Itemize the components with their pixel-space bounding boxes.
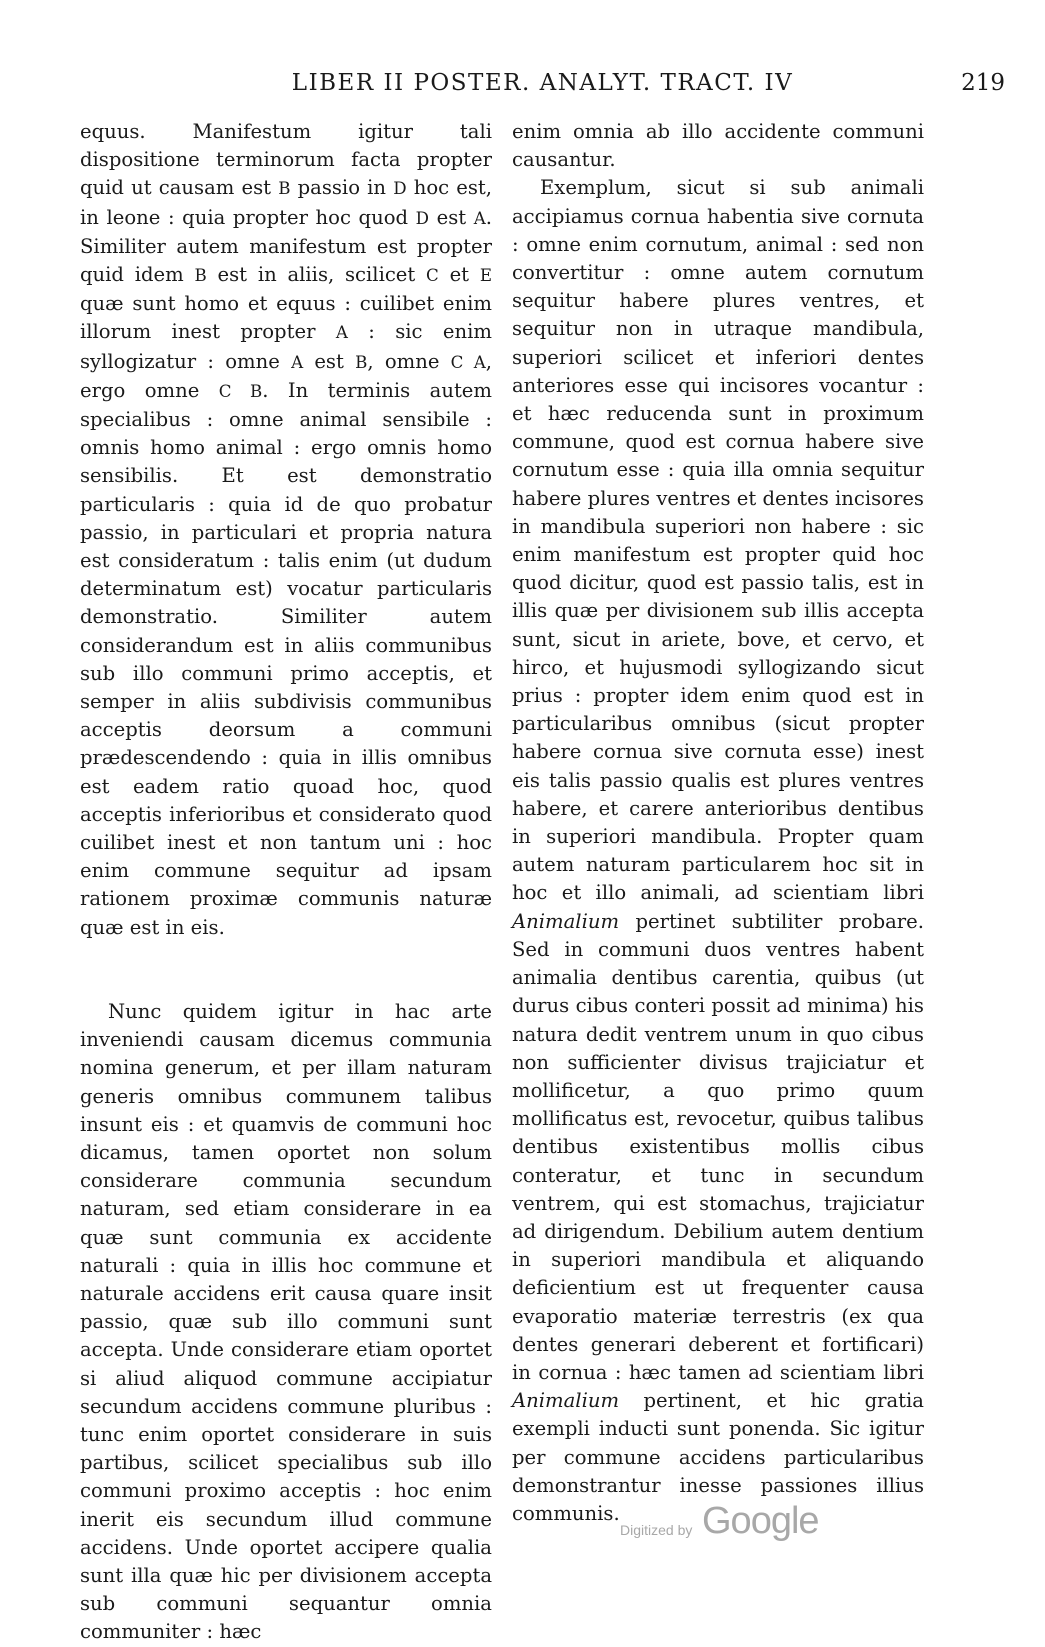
paragraph: enim omnia ab illo accidente communi causantur. xyxy=(512,120,924,172)
text-run: hoc est, in leone : quia propter hoc quod xyxy=(80,176,492,229)
text-run: est xyxy=(429,205,474,229)
text-run: quæ sunt homo et equus : cuilibet enim illorum inest propter xyxy=(80,292,492,344)
page-number: 219 xyxy=(961,70,1005,96)
left-column xyxy=(80,118,492,1647)
term-letter: B xyxy=(355,352,368,372)
digitized-by-label: Digitized by xyxy=(620,1522,693,1538)
text-run: pertinent, et hic gratia exempli inducti sunt ponenda. Sic igitur per commune accidens particularibus demonstrantur inesse passiones illius communis. xyxy=(512,1389,924,1525)
text-run: : sic enim syllogizatur : omne xyxy=(80,320,492,373)
running-title: LIBER II POSTER. ANALYT. TRACT. IV xyxy=(291,70,794,96)
term-letter: E xyxy=(479,266,492,286)
term-letter: B xyxy=(278,179,291,199)
text-run: est xyxy=(303,349,356,373)
term-letter: B xyxy=(194,266,207,286)
term-letter: C xyxy=(426,266,439,286)
text-run: . In terminis autem specialibus : omne animal sensibile : omnis homo animal : ergo omnis homo sensibilis. Et est demonstratio particularis : quia id de quo probatur passio, in particulari et propria natura est consideratum : talis enim (ut dudum determinatum est) vocatur particularis demonstratio. Similiter autem considerandum est in aliis communibus sub illo communi primo acceptis, et semper in aliis subdivisis communibus acceptis deorsum a communi prædescendendo : quia in illis omnibus est eadem ratio quoad hoc, quod acceptis inferioribus et considerato quod cuilibet inest et non tantum uni : hoc enim commune sequitur ad ipsam rationem proximæ communis naturæ quæ est in eis. xyxy=(80,378,492,939)
term-letter: C A xyxy=(450,352,486,372)
term-letter: D xyxy=(393,179,407,199)
paragraph xyxy=(512,174,924,1528)
google-logo: Google xyxy=(702,1500,819,1542)
term-letter: A xyxy=(335,323,348,343)
text-run: Exemplum, sicut si sub animali accipiamus cornua habentia sive cornuta : omne enim cornutum, animal : sed non convertitur : omne autem cornutum sequitur habere plures ventres, et sequitur non in utraque mandibula, superiori scilicet et inferiori dentes anteriores esse qui incisores vocantur : et hæc reducenda sunt in proximum commune, quod est cornua habere sive cornutum esse : quia illa omnia sequitur habere plures ventres et dentes incisores in mandibula superiori non habere : sic enim manifestum est propter quid hoc quod dicitur, quod est passio talis, est in illis quæ per divisionem sub illis accepta sunt, sicut in ariete, bove, et cervo, et hirco, et hujusmodi syllogizando sicut prius : propter idem enim quod est in particularibus omnibus (sicut propter habere cornua sive cornuta esse) inest eis talis passio qualis est plures ventres habere, et carere anterioribus dentibus in superiori mandibula. Propter quam autem naturam particularem hoc sit in hoc et illo animali, ad scientiam libri xyxy=(512,176,924,905)
text-run: est in aliis, scilicet xyxy=(206,263,427,287)
paragraph: Nunc quidem igitur in hac arte inveniendi causam dicemus communia nomina generum, et per illam naturam generis omnibus communem talibus insunt eis : et quamvis de communi hoc dicamus, tamen oportet non solum considerare communia secundum naturam, sed etiam considerare in ea quæ sunt communia ex accidente naturali : quia in illis hoc commune et naturale accidens erit causa quare insit passio, quæ sub illo communi sunt accepta. Unde considerare etiam oportet si aliud aliquod commune accipiatur secundum accidens commune pluribus : tunc enim oportet considerare in suis partibus, scilicet specialibus sub illo communi proximo acceptis : hoc enim inerit eis secundum illud commune accidens. Unde oportet accipere qualia sunt illa quæ hic per divisionem accepta sub communi sequantur omnia communiter : hæc xyxy=(80,999,492,1644)
book-title: Animalium xyxy=(512,909,620,933)
paragraph xyxy=(80,118,492,942)
right-column xyxy=(512,118,924,1528)
page-header xyxy=(80,70,1005,106)
term-letter: A xyxy=(473,208,486,228)
text-run: , ergo omne xyxy=(80,349,492,402)
term-letter: C B xyxy=(218,381,263,401)
term-letter: A xyxy=(291,352,304,372)
text-run: pertinet subtiliter probare. Sed in communi duos ventres habent animalia dentibus carentia, quibus (ut durus cibus conteri possit ad minima) his natura dedit ventrem unum in quo cibus non sufficienter divisus trajiciatur et mollificetur, a quo primo quum mollificatus est, revocetur, quibus talibus dentibus existentibus mollis cibus conteratur, et tunc in secundum ventrem, qui est stomachus, trajiciatur ad dirigendum. Debilium autem dentium in superiori mandibula et aliquando deficientium est ut frequenter causa evaporatio materiæ terrestris (ex qua dentes generari deberent et fortificari) in cornua : hæc tamen ad scientiam libri xyxy=(512,909,924,1384)
text-run: equus. Manifestum igitur tali dispositione terminorum facta propter quid ut causam est xyxy=(80,120,492,200)
text-run: , omne xyxy=(367,349,451,373)
book-title: Animalium xyxy=(512,1389,620,1413)
term-letter: D xyxy=(415,208,430,228)
digitized-watermark xyxy=(620,1500,830,1550)
text-run: et xyxy=(438,263,480,287)
text-run: passio in xyxy=(290,176,394,200)
text-run: . Similiter autem manifestum est propter quid idem xyxy=(80,205,493,287)
